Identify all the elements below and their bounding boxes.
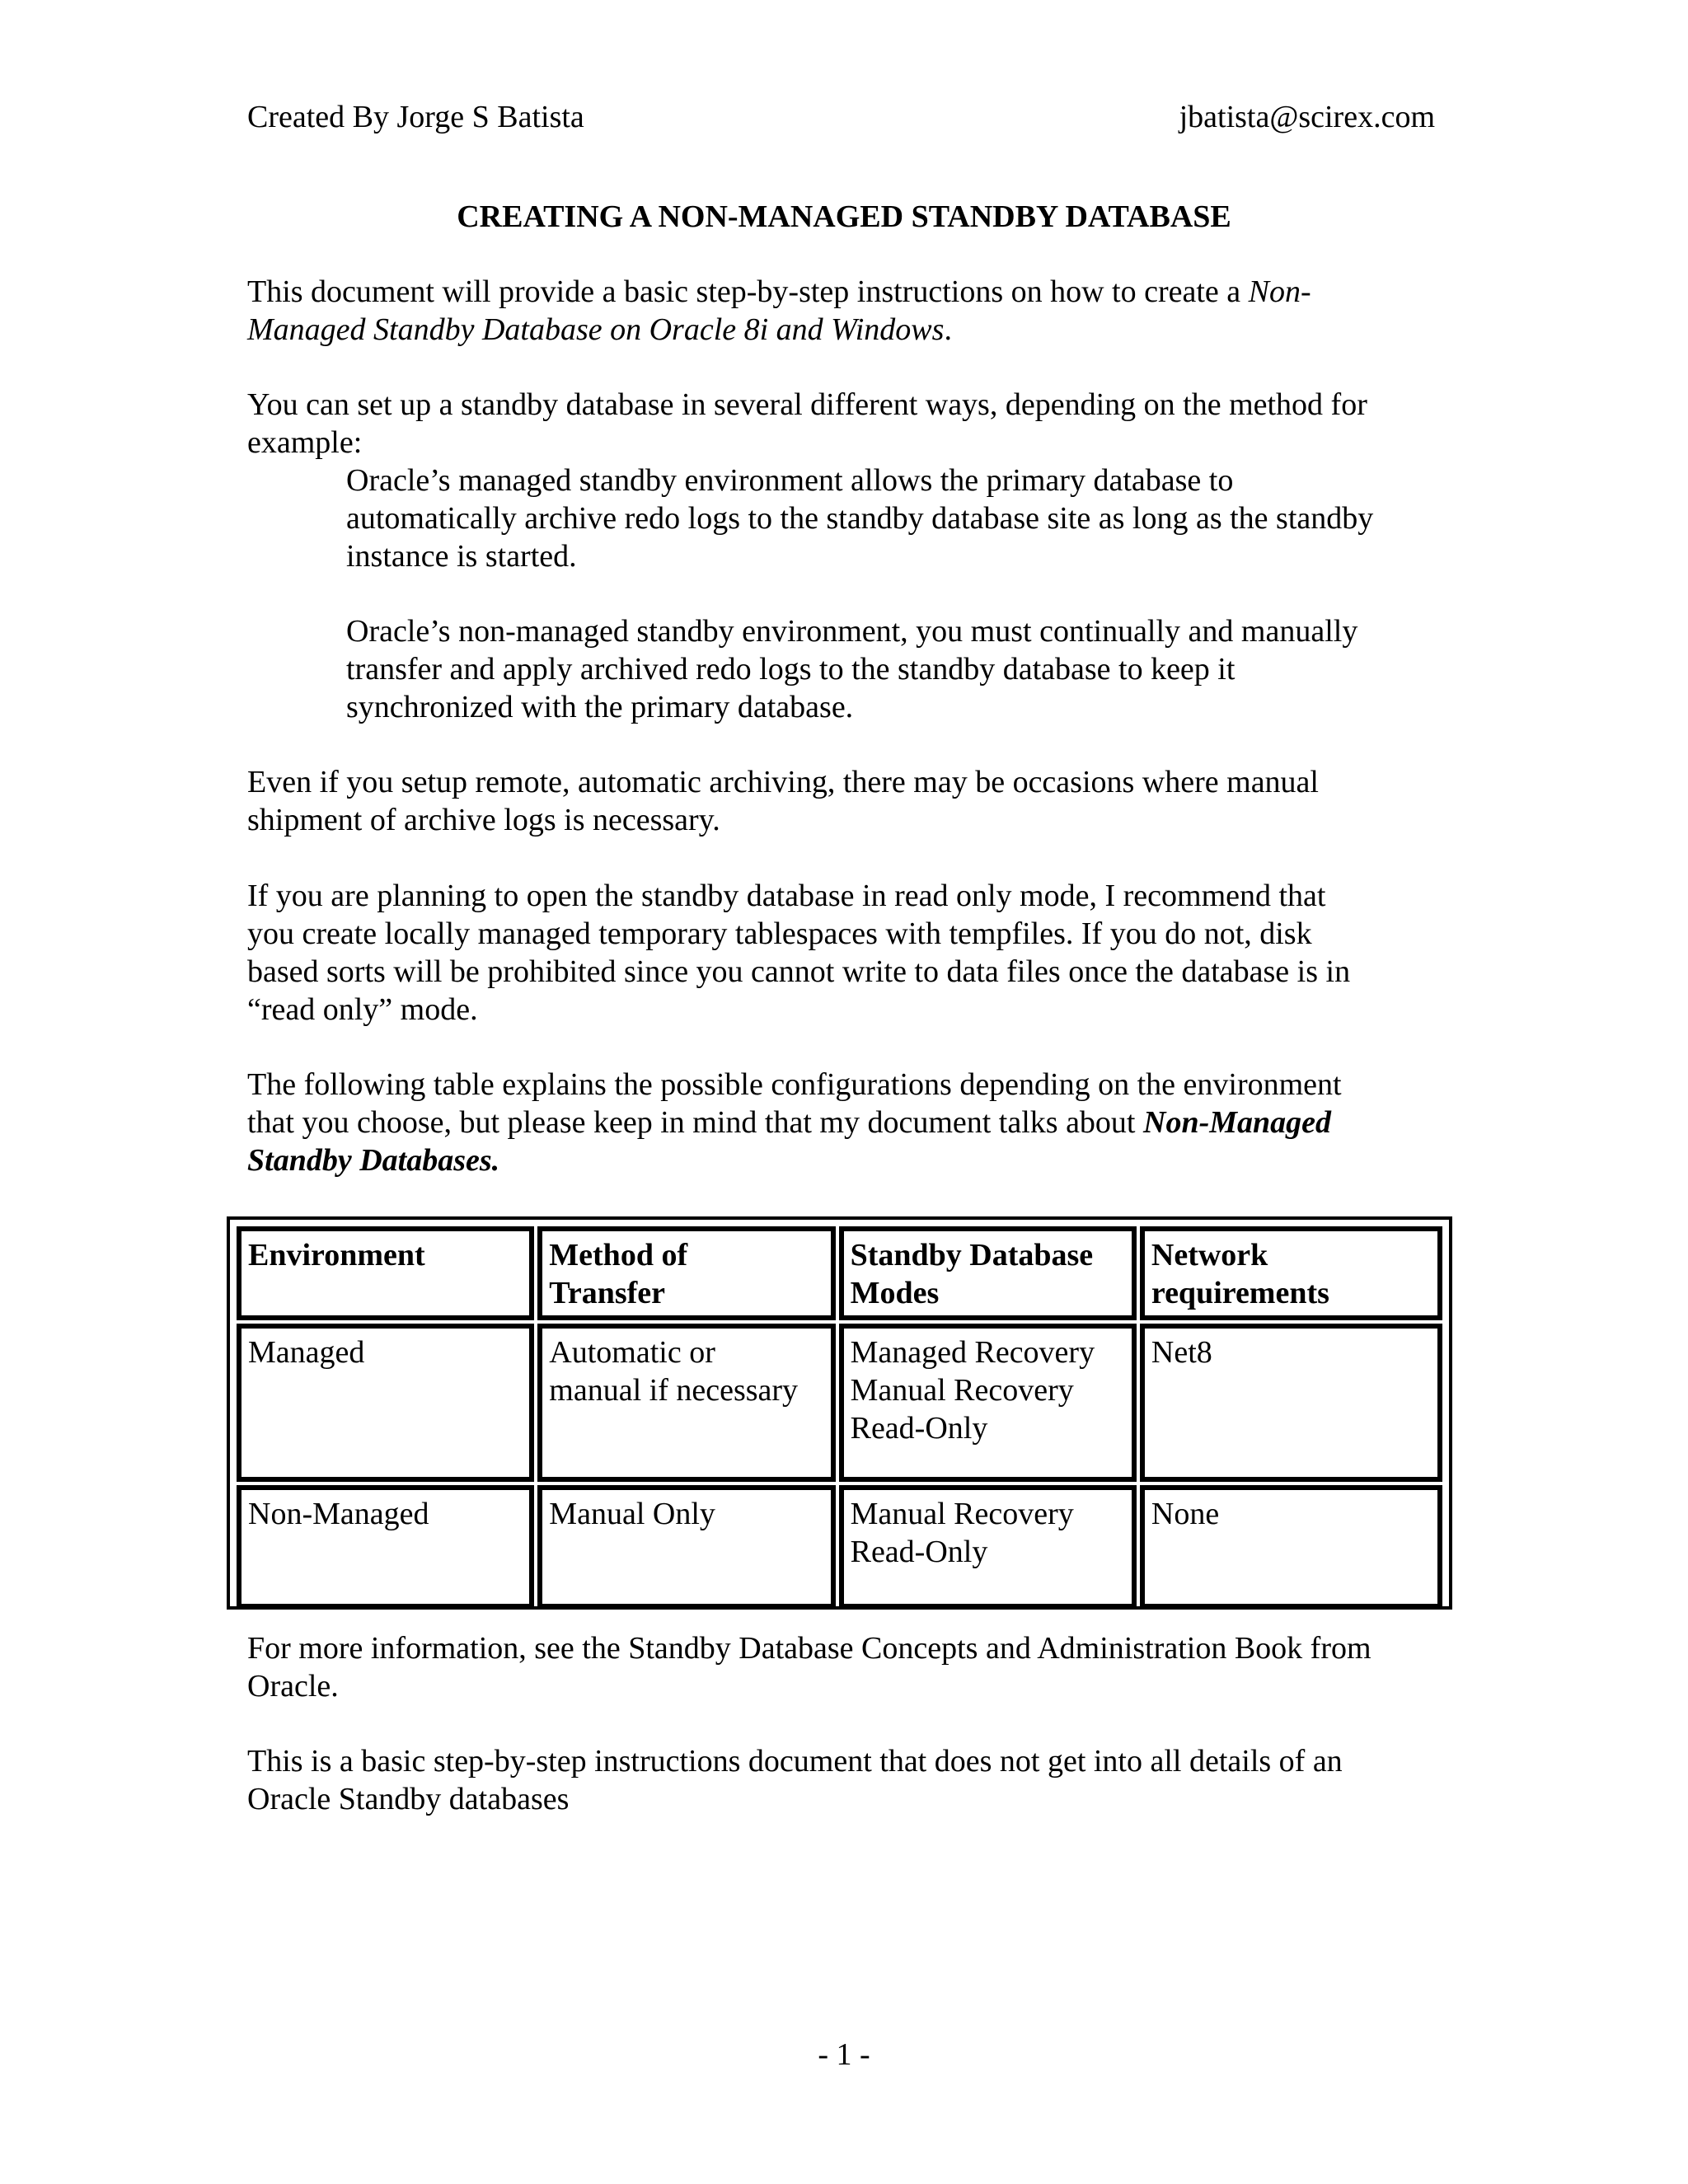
nonmanaged-line: Oracle’s non-managed standby environment, you must continually and manually <box>346 614 1358 649</box>
table-cell: Manual Only <box>537 1485 835 1609</box>
table-intro-line: The following table explains the possible configurations depending on the environment <box>247 1067 1342 1102</box>
page-number: - 1 - <box>818 2037 870 2072</box>
table-intro-emphasis: Non-Managed <box>1143 1105 1332 1140</box>
header-cell-environment: Environment <box>237 1226 534 1320</box>
table-intro-emphasis-end: Standby Databases. <box>247 1143 500 1178</box>
intro-paragraph <box>247 273 1442 349</box>
remote-line: Even if you setup remote, automatic archiving, there may be occasions where manual <box>247 765 1319 799</box>
managed-line: automatically archive redo logs to the standby database site as long as the standby <box>346 501 1374 536</box>
table-intro-text: that you choose, but please keep in mind that my document talks about <box>247 1105 1143 1140</box>
header-author: Created By Jorge S Batista <box>247 100 584 134</box>
table-cell: Managed <box>237 1324 534 1482</box>
more-info-paragraph <box>247 1629 1442 1705</box>
table-row <box>237 1485 1442 1609</box>
table-intro-paragraph <box>247 1066 1442 1179</box>
table-cell: None <box>1140 1485 1442 1609</box>
nonmanaged-description <box>346 612 1451 726</box>
table-header-row <box>237 1226 1442 1320</box>
nonmanaged-line: synchronized with the primary database. <box>346 690 854 724</box>
intro-text: This document will provide a basic step-by-step instructions on how to create a <box>247 274 1249 309</box>
configurations-table <box>233 1223 1446 1612</box>
basic-doc-line: Oracle Standby databases <box>247 1782 570 1816</box>
more-info-line: Oracle. <box>247 1669 339 1704</box>
table-cell: Automatic or manual if necessary <box>537 1324 835 1482</box>
intro-italic-end: Managed Standby Database on Oracle 8i and Windows <box>247 312 945 347</box>
table-row <box>237 1324 1442 1482</box>
basic-doc-paragraph <box>247 1742 1442 1818</box>
nonmanaged-line: transfer and apply archived redo logs to the standby database to keep it <box>346 652 1236 687</box>
read-only-line: If you are planning to open the standby database in read only mode, I recommend that <box>247 879 1326 913</box>
ways-paragraph <box>247 386 1442 462</box>
table-cell: Manual Recovery Read-Only <box>839 1485 1137 1609</box>
intro-period: . <box>944 312 952 347</box>
header-cell-method: Method of Transfer <box>537 1226 835 1320</box>
table-cell: Net8 <box>1140 1324 1442 1482</box>
ways-line: You can set up a standby database in several different ways, depending on the method for <box>247 387 1367 422</box>
table-cell: Non-Managed <box>237 1485 534 1609</box>
header-cell-network: Network requirements <box>1140 1226 1442 1320</box>
more-info-line: For more information, see the Standby Database Concepts and Administration Book from <box>247 1631 1372 1666</box>
intro-italic-start: Non- <box>1248 274 1311 309</box>
document-title: CREATING A NON-MANAGED STANDBY DATABASE <box>457 199 1231 234</box>
managed-description <box>346 462 1451 575</box>
remote-line: shipment of archive logs is necessary. <box>247 803 720 837</box>
read-only-paragraph <box>247 877 1442 1029</box>
read-only-line: “read only” mode. <box>247 992 478 1027</box>
table-cell: Managed Recovery Manual Recovery Read-Only <box>839 1324 1137 1482</box>
managed-line: instance is started. <box>346 539 577 574</box>
managed-line: Oracle’s managed standby environment allows the primary database to <box>346 463 1234 498</box>
configurations-table-frame <box>227 1216 1452 1610</box>
basic-doc-line: This is a basic step-by-step instructions document that does not get into all details of an <box>247 1744 1343 1779</box>
header-email: jbatista@scirex.com <box>1179 100 1435 134</box>
ways-line: example: <box>247 425 363 460</box>
header-cell-modes: Standby Database Modes <box>839 1226 1137 1320</box>
read-only-line: based sorts will be prohibited since you cannot write to data files once the database is in <box>247 954 1351 989</box>
remote-archiving-paragraph <box>247 763 1442 839</box>
read-only-line: you create locally managed temporary tablespaces with tempfiles. If you do not, disk <box>247 916 1312 951</box>
